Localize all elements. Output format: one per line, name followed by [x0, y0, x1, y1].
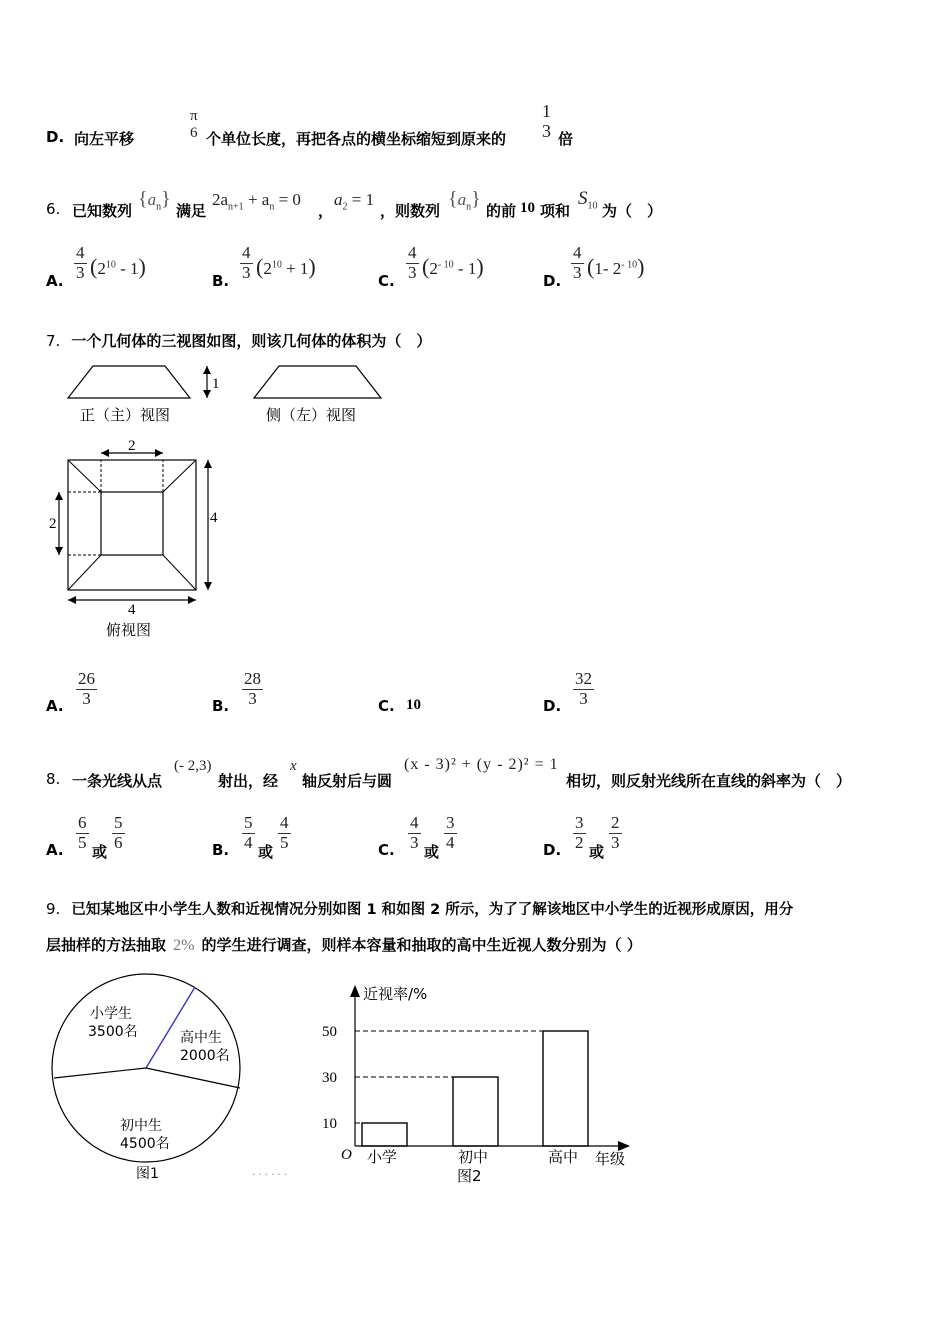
y-axis-label: 近视率/%	[363, 985, 428, 1003]
arrow-down	[204, 582, 212, 590]
arrow-up	[55, 492, 63, 500]
option-label: A.	[46, 697, 64, 715]
option-expression: $(2^{10} + 1)$	[256, 254, 316, 279]
pie-divider-middle-primary	[54, 1068, 146, 1078]
option-label: B.	[212, 272, 230, 290]
question-text-line1: 已知某地区中小学生人数和近视情况分别如图 1 和如图 2 所示，为了了解该地区中小学生的近视形成原因，用分	[71, 902, 794, 918]
math-base: 1- 2	[594, 259, 622, 278]
math-sub: n	[156, 201, 162, 213]
question-number: 9.	[46, 900, 61, 918]
top-view-diagonal	[163, 555, 196, 590]
bar-1	[362, 1123, 407, 1146]
math-term: = 1	[351, 190, 375, 209]
arrow-up	[203, 366, 211, 374]
fraction-denominator: 3	[410, 832, 419, 852]
option-fraction-2	[112, 814, 125, 852]
math-exp: - 10	[621, 259, 638, 271]
fraction-denominator: 6	[190, 124, 198, 141]
fraction-denominator: 3	[611, 832, 620, 852]
fraction-denominator: 3	[579, 688, 588, 708]
comma: ，	[318, 202, 334, 220]
math-sub: n	[269, 201, 275, 213]
top-view-inner-square	[101, 492, 163, 555]
fraction-numerator: 1	[542, 101, 551, 121]
q8-options	[46, 814, 906, 864]
fraction-numerator: 2	[611, 813, 620, 832]
pie-label-high-name: 高中生	[180, 1030, 222, 1046]
fraction-denominator: 3	[542, 120, 551, 141]
question-text: 一个几何体的三视图如图，则该几何体的体积为（ ）	[71, 332, 432, 350]
pie-label-middle-count: 4500名	[120, 1136, 170, 1152]
x-tick-label: 小学	[367, 1148, 398, 1166]
option-text: 向左平移	[74, 130, 135, 148]
question-text: 项和	[540, 202, 571, 220]
dim-outer-height-label: 4	[210, 510, 218, 526]
option-fraction	[240, 244, 253, 282]
y-tick-label: 30	[322, 1070, 337, 1086]
option-label: C.	[378, 697, 395, 715]
option-label: D.	[543, 272, 562, 290]
fraction-1-3	[540, 102, 553, 142]
option-text: 个单位长度，再把各点的横坐标缩短到原来的	[206, 130, 507, 148]
fraction-denominator: 3	[76, 262, 85, 282]
fraction-denominator: 4	[244, 832, 253, 852]
or-text: 或	[92, 843, 108, 861]
fraction-numerator: 32	[575, 669, 592, 688]
option-fraction-1	[573, 814, 586, 852]
fraction-numerator: 5	[244, 813, 253, 832]
question-text: 的前	[486, 202, 517, 220]
math-var: a	[334, 190, 343, 209]
math-var: S	[578, 188, 588, 209]
math-term: - 1	[457, 259, 477, 278]
fraction-numerator: 4	[410, 813, 419, 832]
question-text: 相切，则反射光线所在直线的斜率为（ ）	[566, 772, 852, 790]
point-coordinates: (- 2,3)	[174, 758, 212, 774]
x-tick-label: 高中	[548, 1148, 579, 1166]
pie-label-primary-name: 小学生	[90, 1006, 132, 1022]
front-view-label: 正（主）视图	[80, 406, 171, 424]
fraction-numerator: 5	[114, 813, 123, 832]
option-fraction	[571, 244, 584, 282]
bar-2	[453, 1077, 498, 1146]
question-text: 轴反射后与圆	[302, 772, 393, 790]
option-fraction	[76, 670, 97, 708]
fraction-numerator: 3	[446, 813, 455, 832]
math-term: + 1	[286, 259, 309, 278]
percent-value: 2%	[173, 937, 195, 954]
option-fraction	[406, 244, 419, 282]
pie-caption: 图1	[136, 1166, 159, 1182]
circle-equation: (x - 3)² + (y - 2)² = 1	[404, 756, 559, 773]
question-text: 10	[520, 200, 535, 216]
question-8	[46, 756, 926, 796]
fraction-numerator: π	[190, 108, 198, 124]
math-term: 2a	[212, 190, 229, 209]
option-fraction	[573, 670, 594, 708]
x-tick-label: 初中	[458, 1148, 489, 1166]
arrow-down	[203, 390, 211, 398]
option-expression: $(2^{- 10} - 1)$	[422, 254, 484, 279]
or-text: 或	[424, 843, 440, 861]
option-fraction	[74, 244, 87, 282]
arrow-right	[155, 449, 163, 457]
math-exp: - 10	[437, 259, 454, 271]
or-text: 或	[589, 843, 605, 861]
option-label: B.	[212, 841, 230, 859]
question-text-line2: 层抽样的方法抽取	[46, 936, 167, 954]
top-view-outer-square	[68, 460, 196, 590]
question-text: 为（ ）	[602, 202, 663, 220]
y-axis-arrow	[350, 985, 360, 997]
option-value: 10	[406, 697, 421, 713]
x-axis-label: 年级	[595, 1150, 626, 1168]
option-fraction	[242, 670, 263, 708]
fraction-numerator: 4	[573, 243, 582, 262]
math-var: a	[457, 190, 467, 209]
question-number: 7.	[46, 332, 61, 350]
math-base: 2	[429, 259, 438, 278]
y-tick-label: 50	[322, 1024, 337, 1040]
fraction-denominator: 4	[446, 832, 455, 852]
fraction-denominator: 3	[573, 262, 582, 282]
question-number: 6.	[46, 200, 61, 218]
math-base: 2	[263, 259, 272, 278]
three-views-figure	[40, 360, 400, 650]
fraction-denominator: 3	[248, 688, 257, 708]
q6-options	[46, 244, 906, 294]
math-sub: n	[466, 201, 472, 213]
math-term: - 1	[120, 259, 139, 278]
dim-height-label: 1	[212, 376, 220, 392]
fraction-denominator: 5	[280, 832, 289, 852]
fraction-numerator: 28	[244, 669, 261, 688]
fraction-denominator: 5	[78, 832, 87, 852]
math-sub: 10	[587, 200, 598, 212]
fraction-denominator: 6	[114, 832, 123, 852]
math-var: a	[147, 190, 157, 209]
fraction-denominator: 2	[575, 832, 584, 852]
pie-label-high-count: 2000名	[180, 1048, 230, 1064]
question-text: 满足	[176, 202, 207, 220]
option-fraction-1	[76, 814, 89, 852]
top-view-diagonal	[163, 460, 196, 492]
pie-divider-high-middle	[146, 1068, 240, 1088]
fraction-numerator: 4	[408, 243, 417, 262]
question-text: 已知数列	[72, 202, 133, 220]
question-6	[46, 186, 906, 226]
option-fraction-2	[609, 814, 622, 852]
dots-separator: · · · · · ·	[252, 1170, 287, 1181]
fraction-denominator: 3	[408, 262, 417, 282]
option-label: A.	[46, 272, 64, 290]
dim-inner-width-label: 2	[128, 438, 136, 454]
top-view-diagonal	[68, 555, 101, 590]
top-view-diagonal	[68, 460, 101, 492]
chart-caption: 图2	[457, 1167, 482, 1185]
arrow-up	[204, 460, 212, 468]
side-view-label: 侧（左）视图	[266, 406, 357, 424]
option-fraction-1	[242, 814, 255, 852]
sequence-an: $\{a_n\}$	[448, 188, 481, 213]
dim-outer-width-label: 4	[128, 602, 136, 618]
bar-3	[543, 1031, 588, 1146]
math-term: = 0	[278, 190, 301, 209]
arrow-left	[101, 449, 109, 457]
fraction-pi-6	[188, 108, 200, 141]
fraction-numerator: 3	[575, 813, 584, 832]
math-sub: n+1	[228, 201, 244, 213]
fraction-denominator: 3	[242, 262, 251, 282]
front-view-trapezoid	[68, 366, 190, 398]
math-exp: 10	[271, 259, 282, 271]
bar-chart	[310, 975, 650, 1190]
fraction-numerator: 4	[242, 243, 251, 262]
option-fraction-2	[444, 814, 457, 852]
or-text: 或	[258, 843, 274, 861]
option-label: A.	[46, 841, 64, 859]
arrow-right	[188, 596, 196, 604]
math-term: + a	[247, 190, 270, 209]
math-exp: 10	[105, 259, 116, 271]
question-number: 8.	[46, 770, 61, 788]
q7-options	[46, 670, 906, 720]
option-fraction-1	[408, 814, 421, 852]
option-label: D.	[543, 841, 562, 859]
question-7	[46, 330, 431, 351]
fraction-denominator: 3	[82, 688, 91, 708]
option-label: C.	[378, 272, 395, 290]
option-label: D.	[46, 128, 65, 146]
option-label: B.	[212, 697, 230, 715]
option-fraction-2	[278, 814, 291, 852]
option-label: D.	[543, 697, 562, 715]
y-tick-label: 10	[322, 1116, 337, 1132]
question-text: 一条光线从点	[72, 772, 163, 790]
option-label: C.	[378, 841, 395, 859]
question-text-line2: 的学生进行调查，则样本容量和抽取的高中生近视人数分别为（ ）	[201, 936, 642, 954]
option-text: 倍	[558, 130, 574, 148]
fraction-numerator: 4	[280, 813, 289, 832]
math-base: 2	[97, 259, 106, 278]
arrow-down	[55, 547, 63, 555]
pie-label-middle-name: 初中生	[120, 1118, 162, 1134]
recurrence-equation	[212, 190, 301, 212]
option-expression: $(2^{10} - 1)$	[90, 254, 146, 279]
initial-condition	[334, 190, 374, 212]
fraction-numerator: 4	[76, 243, 85, 262]
arrow-left	[68, 596, 76, 604]
side-view-trapezoid	[254, 366, 381, 398]
question-text: 射出，经	[218, 772, 279, 790]
top-view-label: 俯视图	[106, 621, 152, 639]
fraction-numerator: 6	[78, 813, 87, 832]
pie-figure	[48, 968, 248, 1188]
question-9	[46, 898, 916, 964]
dim-inner-height-label: 2	[49, 516, 57, 532]
option-expression: (1- $2^{- 10}$)	[587, 254, 645, 279]
fraction-numerator: 26	[78, 669, 95, 688]
question-text: ，则数列	[380, 202, 441, 220]
sequence-an: $\{a_n\}$	[138, 188, 171, 213]
axis-x: x	[290, 758, 297, 774]
math-sub: 2	[342, 201, 348, 213]
pie-label-primary-count: 3500名	[88, 1024, 138, 1040]
origin-label: O	[341, 1147, 352, 1163]
sum-s10	[578, 188, 598, 211]
